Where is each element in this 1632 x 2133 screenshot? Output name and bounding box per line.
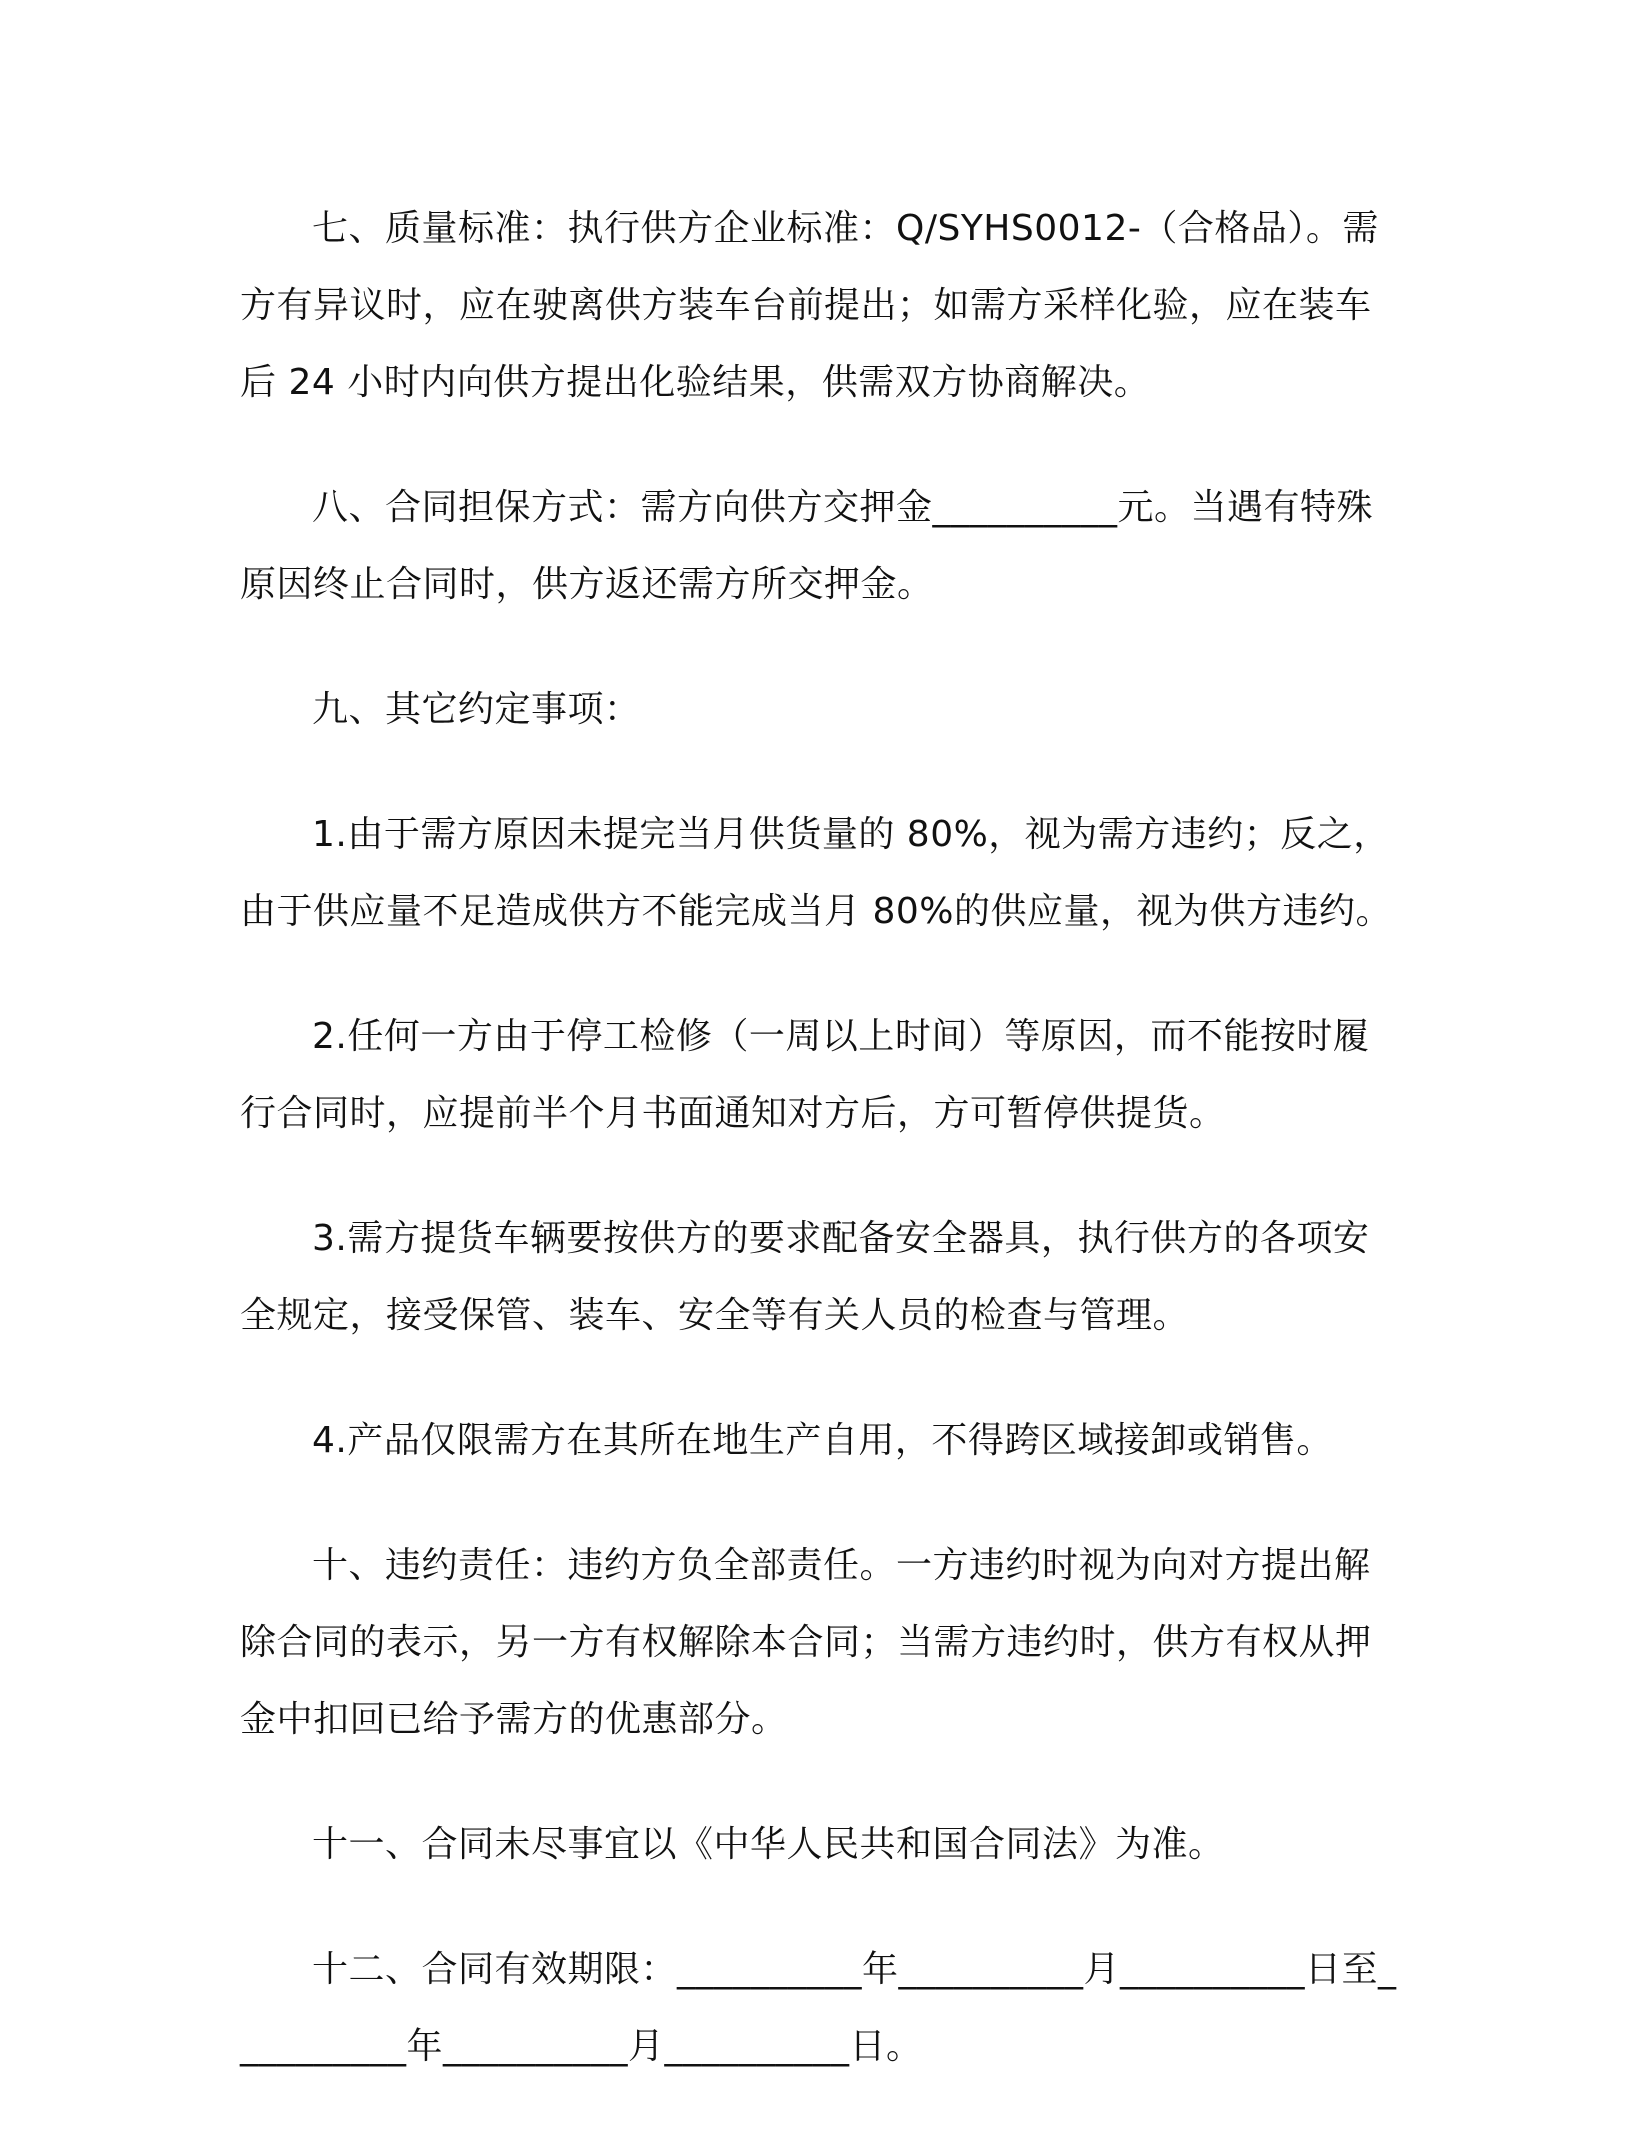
clause-11-governing-law: 十一、合同未尽事宜以《中华人民共和国合同法》为准。 bbox=[312, 1824, 1225, 1865]
clause-12-validity-period: 十二、合同有效期限：__________年__________月__________日至__________年__________月__________日。 bbox=[240, 1949, 1397, 2067]
clause-9-item-1: 1.由于需方原因未提完当月供货量的 80%，视为需方违约；反之，由于供应量不足造成供方不能完成当月 80%的供应量，视为供方违约。 bbox=[240, 814, 1392, 932]
clause-8-guarantee: 八、合同担保方式：需方向供方交押金__________元。当遇有特殊原因终止合同时，供方返还需方所交押金。 bbox=[240, 487, 1374, 605]
clause-7-quality-standard: 七、质量标准：执行供方企业标准：Q/SYHS0012-（合格品）。需方有异议时，应在驶离供方装车台前提出；如需方采样化验，应在装车后 24 小时内向供方提出化验结果，供需双方协商解决。 bbox=[240, 208, 1379, 403]
clause-9-item-4: 4.产品仅限需方在其所在地生产自用，不得跨区域接卸或销售。 bbox=[312, 1420, 1333, 1461]
clause-9-item-2: 2.任何一方由于停工检修（一周以上时间）等原因，而不能按时履行合同时，应提前半个月书面通知对方后，方可暂停供提货。 bbox=[240, 1016, 1370, 1134]
document-page bbox=[240, 190, 1400, 2133]
clause-9-item-3: 3.需方提货车辆要按供方的要求配备安全器具，执行供方的各项安全规定，接受保管、装车、安全等有关人员的检查与管理。 bbox=[240, 1218, 1370, 1336]
clause-9-heading: 九、其它约定事项： bbox=[312, 689, 641, 730]
clause-10-liability: 十、违约责任：违约方负全部责任。一方违约时视为向对方提出解除合同的表示，另一方有权解除本合同；当需方违约时，供方有权从押金中扣回已给予需方的优惠部分。 bbox=[240, 1545, 1372, 1740]
